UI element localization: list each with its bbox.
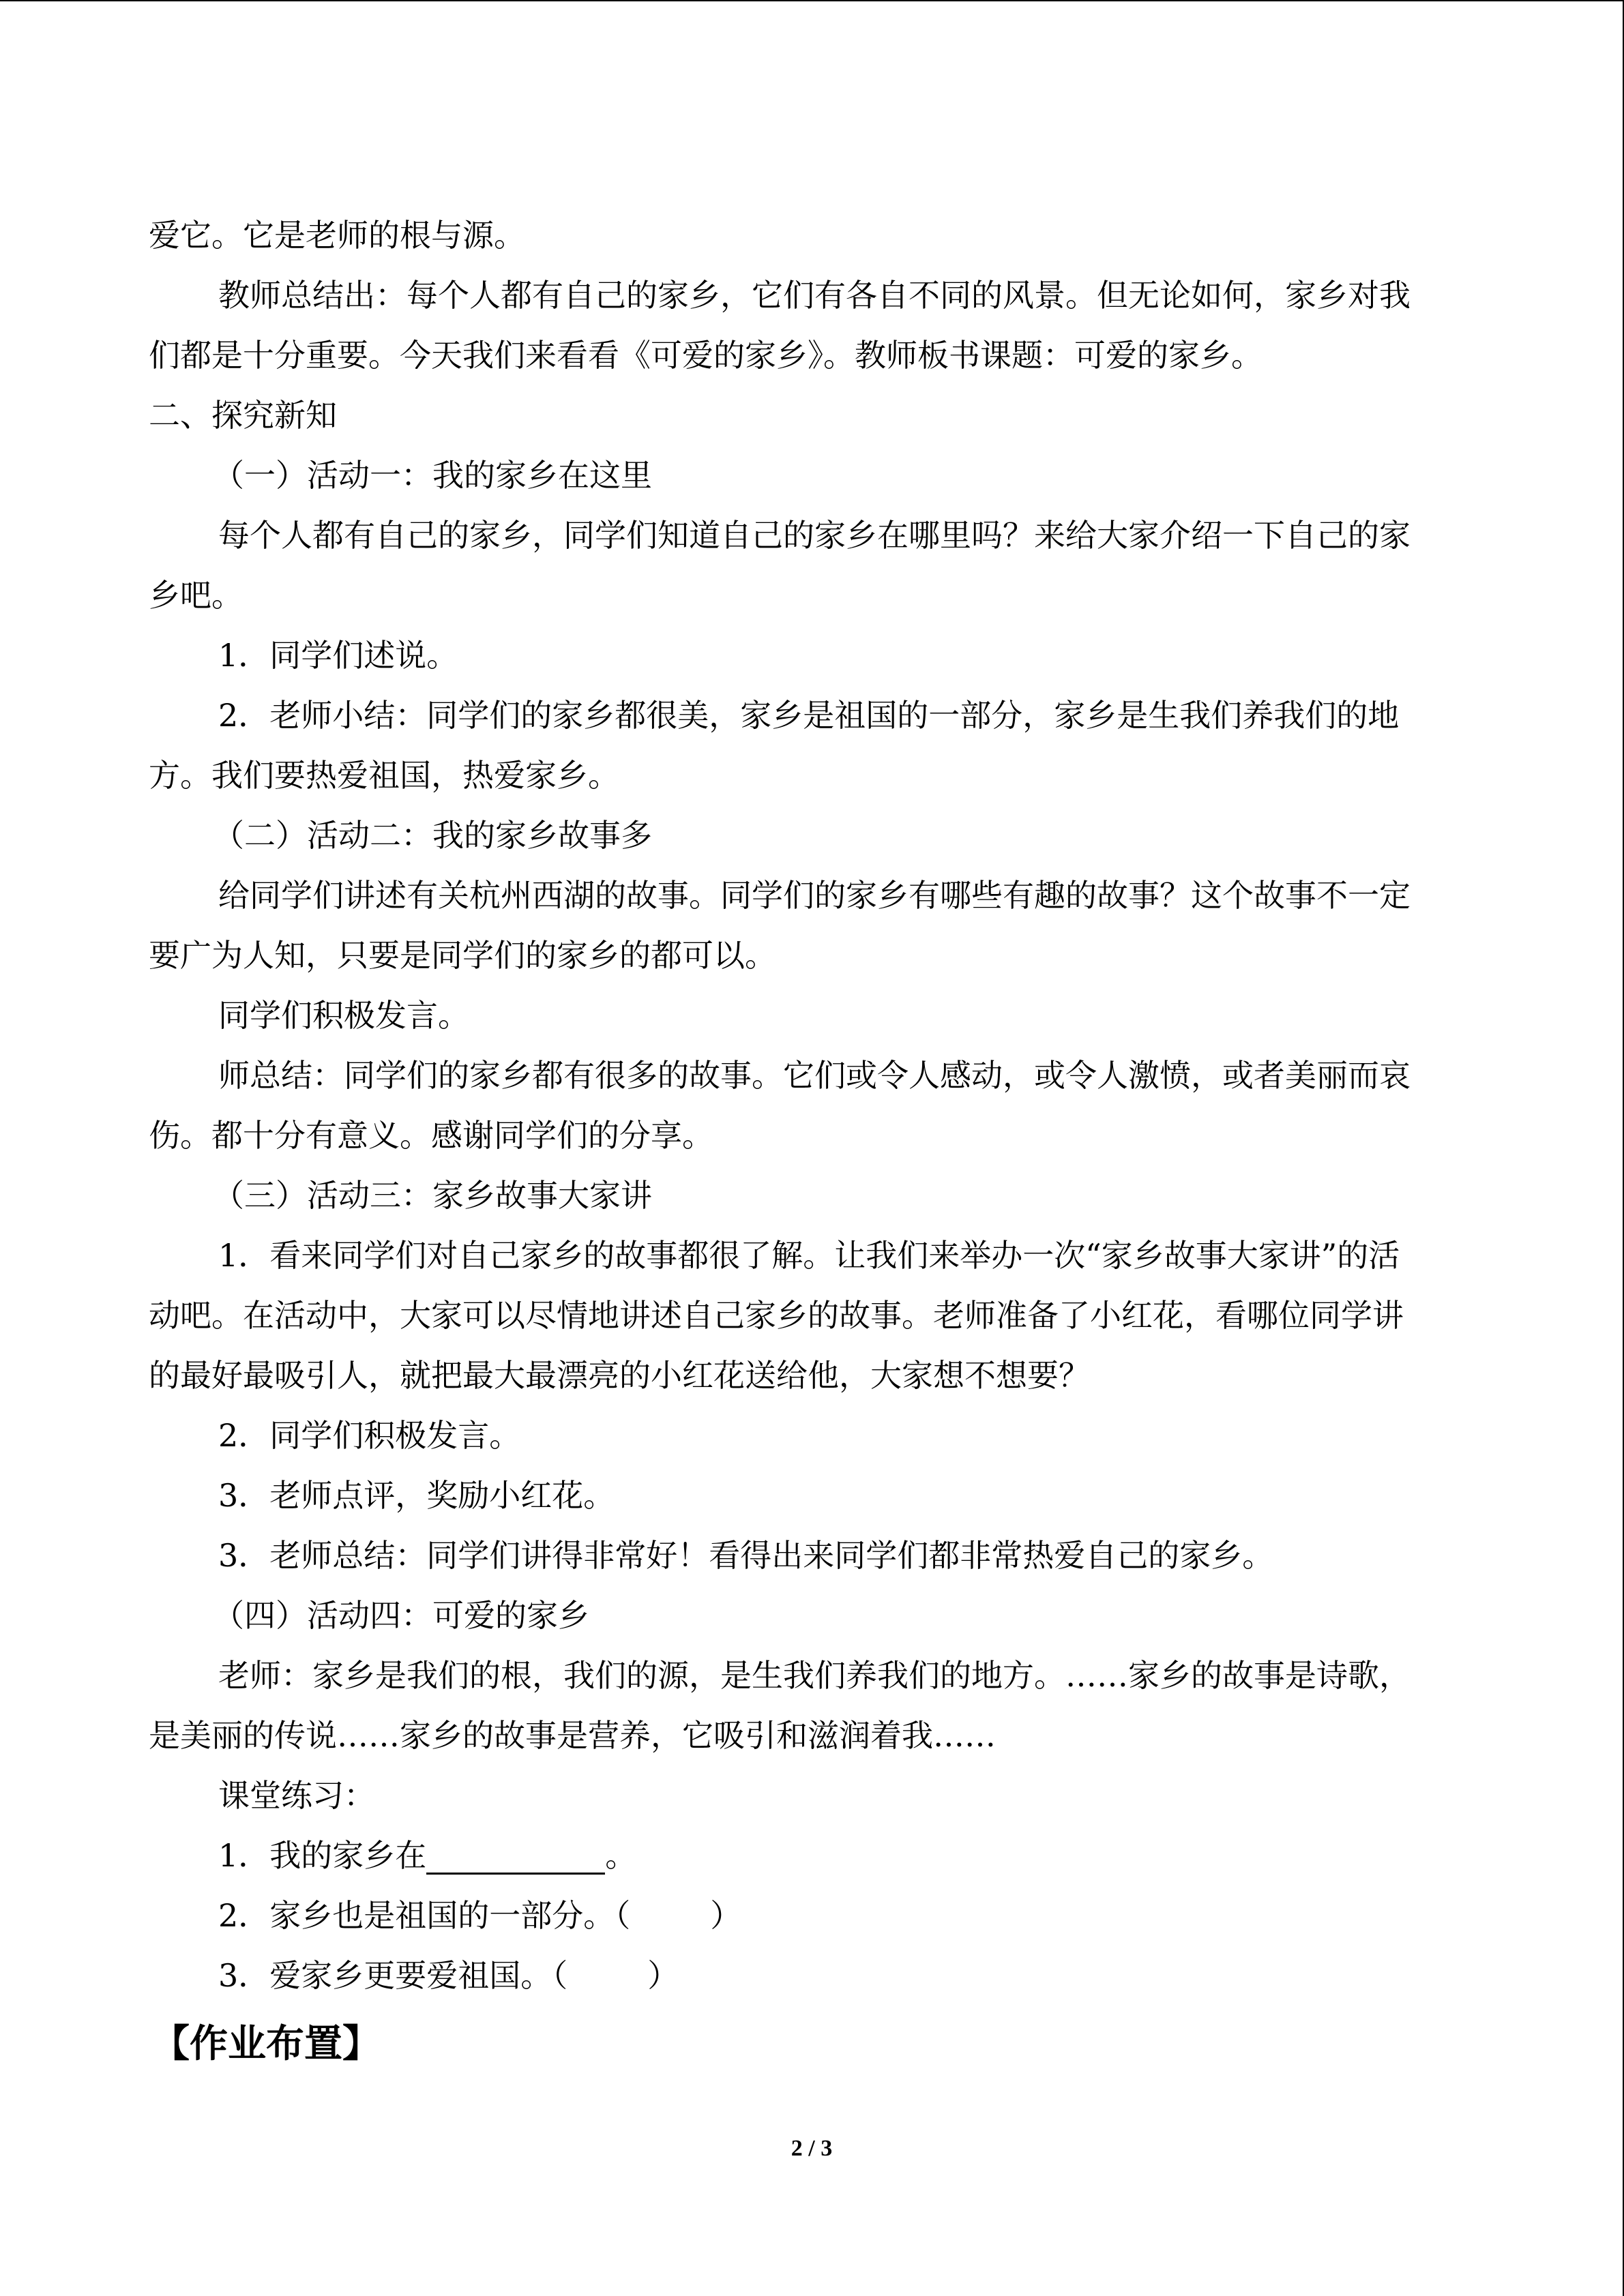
paragraph-line: 的最好最吸引人，就把最大最漂亮的小红花送给他，大家想不想要？ — [149, 1357, 1090, 1394]
activity-heading: （一）活动一：我的家乡在这里 — [213, 457, 652, 494]
paragraph-line: 每个人都有自己的家乡，同学们知道自己的家乡在哪里吗？来给大家介绍一下自己的家 — [218, 517, 1411, 554]
paragraph-line: 老师：家乡是我们的根，我们的源，是生我们养我们的地方。……家乡的故事是诗歌， — [218, 1657, 1411, 1694]
paragraph-line: 教师总结出：每个人都有自己的家乡，它们有各自不同的风景。但无论如何，家乡对我 — [218, 277, 1411, 314]
exercise-1-suffix: 。 — [605, 1837, 637, 1874]
paragraph-line: 动吧。在活动中，大家可以尽情地讲述自己家乡的故事。老师准备了小红花，看哪位同学讲 — [149, 1297, 1404, 1334]
paragraph-line: 方。我们要热爱祖国，热爱家乡。 — [149, 757, 619, 794]
list-item: 1．同学们述说。 — [218, 637, 458, 674]
list-item: 3．老师点评，奖励小红花。 — [218, 1477, 615, 1514]
list-item: 3．老师总结：同学们讲得非常好！看得出来同学们都非常热爱自己的家乡。 — [218, 1537, 1274, 1574]
paragraph-line: 给同学们讲述有关杭州西湖的故事。同学们的家乡有哪些有趣的故事？这个故事不一定 — [218, 877, 1411, 914]
activity-heading: （三）活动三：家乡故事大家讲 — [213, 1177, 652, 1214]
answer-blank — [426, 1838, 605, 1875]
paragraph-line: 乡吧。 — [149, 577, 243, 614]
list-item: 2．同学们积极发言。 — [218, 1417, 521, 1454]
activity-heading: （四）活动四：可爱的家乡 — [213, 1597, 589, 1634]
exercise-item-2: 2．家乡也是祖国的一部分。（ ） — [218, 1897, 742, 1934]
list-item: 2．老师小结：同学们的家乡都很美，家乡是祖国的一部分，家乡是生我们养我们的地 — [218, 697, 1400, 734]
list-item: 1．看来同学们对自己家乡的故事都很了解。让我们来举办一次“家乡故事大家讲”的活 — [218, 1237, 1400, 1274]
paragraph-line: 要广为人知，只要是同学们的家乡的都可以。 — [149, 937, 776, 974]
exercise-heading: 课堂练习： — [218, 1777, 375, 1814]
exercise-item-3: 3．爱家乡更要爱祖国。（ ） — [218, 1957, 679, 1994]
paragraph-line: 们都是十分重要。今天我们来看看《可爱的家乡》。教师板书课题：可爱的家乡。 — [149, 337, 1263, 374]
paragraph-line: 伤。都十分有意义。感谢同学们的分享。 — [149, 1117, 713, 1154]
paragraph-line: 师总结：同学们的家乡都有很多的故事。它们或令人感动，或令人激愤，或者美丽而哀 — [218, 1057, 1411, 1094]
top-border-line — [0, 0, 1624, 1]
section-heading: 二、探究新知 — [149, 397, 337, 434]
paragraph-line: 是美丽的传说……家乡的故事是营养，它吸引和滋润着我…… — [149, 1717, 996, 1754]
homework-heading: 【作业布置】 — [151, 2022, 381, 2066]
paragraph-line: 爱它。它是老师的根与源。 — [149, 217, 525, 254]
page-number: 2 / 3 — [791, 2136, 833, 2161]
paragraph-line: 同学们积极发言。 — [218, 997, 469, 1034]
activity-heading: （二）活动二：我的家乡故事多 — [213, 817, 652, 854]
exercise-1-text: 1．我的家乡在 — [218, 1837, 427, 1874]
exercise-item-1 — [218, 1825, 1472, 1886]
